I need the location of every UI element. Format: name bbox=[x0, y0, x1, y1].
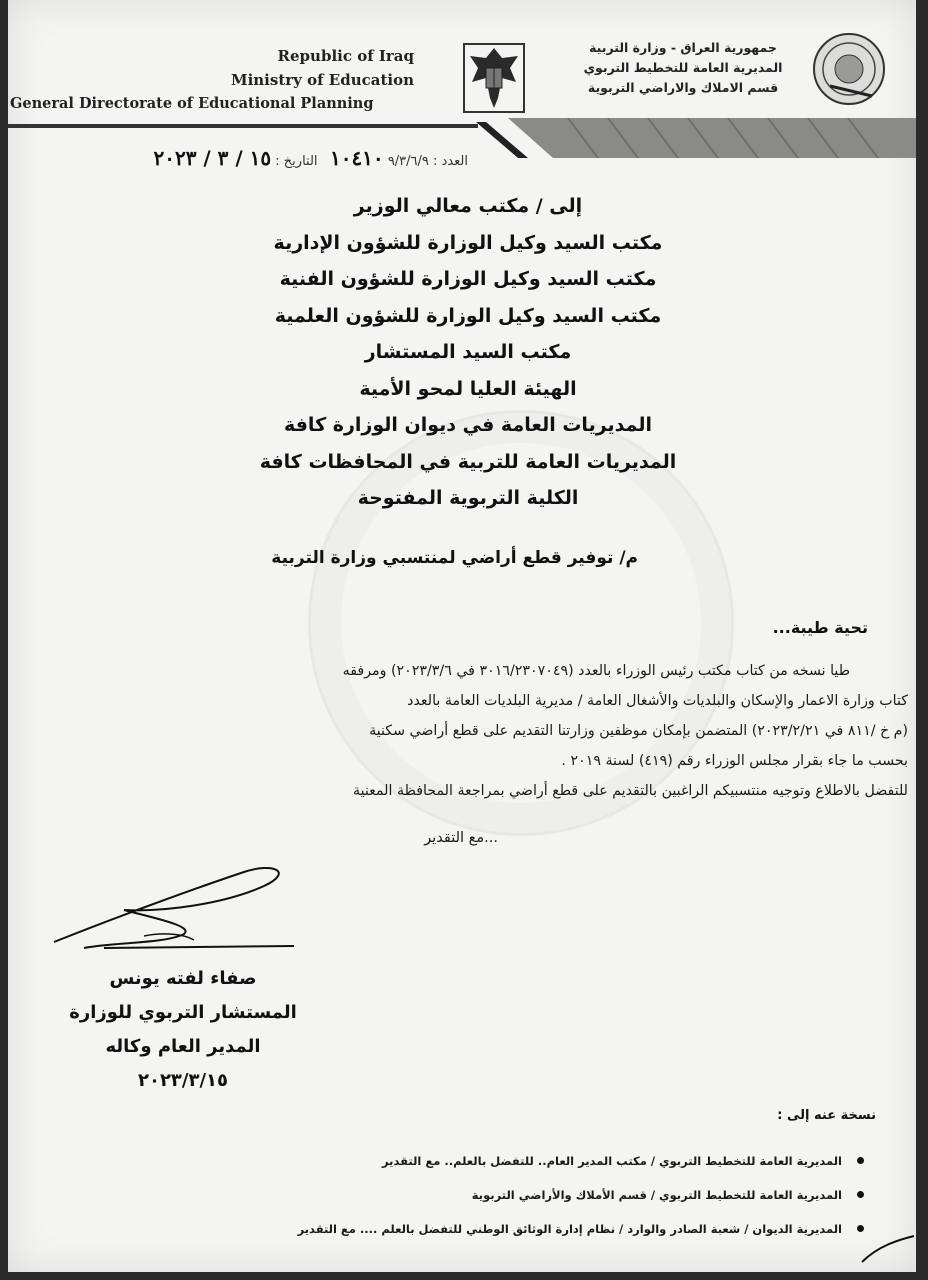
header-ar-directorate: المديرية العامة للتخطيط التربوي bbox=[583, 60, 783, 75]
bullet-icon bbox=[857, 1157, 864, 1164]
cc-title: نسخة عنه إلى : bbox=[777, 1108, 876, 1123]
signatory-name: صفاء لفته يونس bbox=[109, 968, 257, 989]
greeting: تحية طيبة... bbox=[772, 618, 868, 637]
recipients-block bbox=[148, 188, 788, 517]
handwritten-signature bbox=[44, 852, 304, 962]
body-line: طيا نسخه من كتاب مكتب رئيس الوزراء بالعدد (٣٠١٦/٢٣٠٧٠٤٩ في ٢٠٢٣/٣/٦) ومرفقه bbox=[342, 663, 850, 679]
reference-date-label: التاريخ : bbox=[275, 154, 318, 169]
reference-number-label: العدد : ٩/٣/٦/٩ bbox=[387, 154, 468, 169]
closing-phrase: ...مع التقدير bbox=[424, 830, 498, 846]
signatory-title: المستشار التربوي للوزارة bbox=[69, 1002, 297, 1023]
header-arabic bbox=[548, 38, 818, 98]
reference-number-handwritten: ١٠٤١٠ bbox=[329, 146, 384, 170]
bullet-icon bbox=[857, 1191, 864, 1198]
recipient-line: إلى / مكتب معالي الوزير bbox=[353, 195, 583, 217]
body-line: (م خ /٨١١ في ٢٠٢٣/٢/٢١) المتضمن بإمكان موظفين وزارتنا التقديم على قطع أراضي سكنية bbox=[369, 723, 908, 739]
body-line: بحسب ما جاء بقرار مجلس الوزراء رقم (٤١٩) لسنة ٢٠١٩ . bbox=[561, 753, 908, 769]
recipient-line: مكتب السيد وكيل الوزارة للشؤون العلمية bbox=[274, 304, 662, 327]
header-english bbox=[8, 44, 428, 116]
reference-date-handwritten: ١٥ / ٣ / ٢٠٢٣ bbox=[153, 146, 272, 170]
cc-item-text: المديرية العامة للتخطيط التربوي / قسم الأملاك والأراضي التربوية bbox=[471, 1188, 842, 1202]
subject-line: م/ توفير قطع أراضي لمنتسبي وزارة التربية bbox=[271, 548, 638, 568]
eagle-emblem-icon bbox=[458, 38, 530, 116]
header-en-country: Republic of Iraq bbox=[277, 47, 414, 65]
header-en-ministry: Ministry of Education bbox=[230, 71, 414, 89]
cc-list bbox=[188, 1146, 868, 1248]
signatory-title-acting: المدير العام وكاله bbox=[105, 1036, 261, 1057]
signatory-block bbox=[48, 962, 318, 1098]
recipient-line: المديريات العامة في ديوان الوزارة كافة bbox=[283, 414, 653, 436]
recipient-line: مكتب السيد وكيل الوزارة للشؤون الفنية bbox=[279, 268, 657, 290]
cc-item bbox=[188, 1146, 868, 1180]
cc-item-text: المديرية الديوان / شعبة الصادر والوارد / نظام إدارة الوثائق الوطني للتفضل بالعلم .... مع التقدير bbox=[297, 1222, 842, 1236]
header-ar-department: قسم الاملاك والاراضي التربوية bbox=[587, 80, 779, 95]
cc-item-text: المديرية العامة للتخطيط التربوي / مكتب المدير العام.. للتفضل بالعلم.. مع التقدير bbox=[382, 1154, 842, 1168]
header-ar-country: جمهورية العراق - وزارة التربية bbox=[589, 40, 777, 55]
recipient-line: الكلية التربوية المفتوحة bbox=[357, 487, 579, 509]
document-page bbox=[8, 0, 916, 1272]
cc-item bbox=[188, 1214, 868, 1248]
ministry-seal-logo bbox=[810, 30, 888, 108]
signatory-date: ٢٠٢٣/٣/١٥ bbox=[137, 1070, 229, 1091]
corner-pen-mark bbox=[858, 1226, 916, 1266]
recipient-line: مكتب السيد وكيل الوزارة للشؤون الإدارية bbox=[273, 231, 663, 254]
recipient-line: مكتب السيد المستشار bbox=[364, 341, 572, 363]
header-en-directorate: General Directorate of Educational Planning bbox=[10, 95, 374, 112]
recipient-line: المديريات العامة للتربية في المحافظات كافة bbox=[259, 450, 677, 473]
recipient-line: الهيئة العليا لمحو الأمية bbox=[359, 377, 577, 400]
letter-body bbox=[8, 656, 908, 806]
cc-item bbox=[188, 1180, 868, 1214]
reference-line bbox=[28, 146, 468, 168]
body-line: للتفضل بالاطلاع وتوجيه منتسبيكم الراغبين بالتقديم على قطع أراضي بمراجعة المحافظة المعنية bbox=[352, 783, 908, 799]
body-line: كتاب وزارة الاعمار والإسكان والبلديات والأشغال العامة / مديرية البلديات العامة بالعدد bbox=[407, 693, 908, 709]
